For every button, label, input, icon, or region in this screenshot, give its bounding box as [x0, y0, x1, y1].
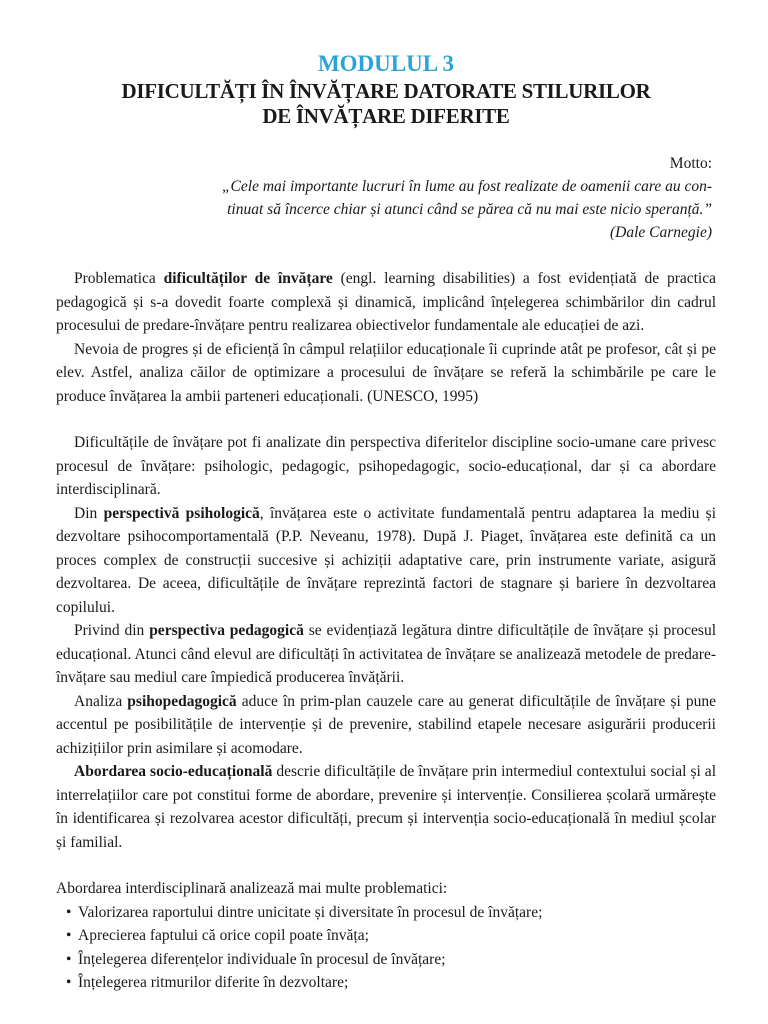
spacer	[56, 244, 716, 267]
motto-quote-line2: tinuat să încerce chiar și atunci când se părea că nu mai este nicio speranță.”	[227, 201, 712, 218]
p4-bold: perspectivă psihologică	[103, 504, 260, 522]
list-item: • Înțelegerea diferențelor individuale în procesul de învățare;	[66, 948, 716, 972]
p1-bold: dificultăților de învățare	[163, 270, 333, 287]
p5-text-c: se evidențiază legătura dintre dificultățile de învățare și procesul educațional. Atunci când elevul are dificultăți în activitatea de învățare se analizează metodele de predare-învățare sau mediul care împiedică producerea învățării.	[56, 622, 717, 686]
p6-bold: psihopedagogică	[127, 692, 237, 710]
module-title: MODULUL 3	[317, 51, 455, 76]
list-item: • Aprecierea faptului că orice copil poate învăța;	[66, 924, 716, 948]
list-item: • Valorizarea raportului dintre unicitate și diversitate în procesul de învățare;	[66, 901, 716, 925]
p4-text-c: , învățarea este o activitate fundamentală pentru adaptarea la mediu și dezvoltare psihocomportamentală (P.P. Neveanu, 1978). După J. Piaget, învățarea este definită ca un proces complex de construcții succesive și achiziții adaptative care, prin instrumente variate, asigură dezvoltarea. De aceea, dificultățile de învățare reprezintă factori de stagnare și bariere în dezvoltarea copilului.	[56, 504, 716, 616]
motto-label: Motto:	[669, 155, 712, 172]
paragraph-4	[56, 502, 716, 620]
motto-author: (Dale Carnegie)	[609, 224, 712, 241]
list-intro: Abordarea interdisciplinară analizează mai multe problematici:	[56, 880, 448, 897]
p4-text-a: Din	[74, 504, 104, 522]
paragraph-1	[56, 267, 716, 338]
chapter-title-line2: DE ÎNVĂȚARE DIFERITE	[262, 104, 510, 128]
document-page	[56, 50, 716, 995]
p5-bold: perspectiva pedagogică	[149, 622, 304, 639]
spacer	[56, 408, 716, 431]
list-item: • Înțelegerea ritmurilor diferite în dezvoltare;	[66, 971, 716, 995]
bullet-list	[56, 901, 716, 995]
paragraph-3: Dificultățile de învățare pot fi analizate din perspectiva diferitelor discipline socio-umane care privesc procesul de învățare: psihologic, pedagogic, psihopedagogic, socio-educațional, dar și ca abordare interdisciplinară.	[56, 434, 716, 498]
p6-text-a: Analiza	[74, 692, 128, 710]
paragraph-5	[56, 619, 716, 690]
p1-text-a: Problematica	[74, 270, 164, 287]
paragraph-2: Nevoia de progres și de eficiență în câmpul relațiilor educaționale îi cuprinde atât pe profesor, cât și pe elev. Astfel, analiza căilor de optimizare a procesului de învățare se referă la schimbările pe care le produce învățarea la ambii parteneri educaționali. (UNESCO, 1995)	[56, 340, 716, 405]
p6-text-c: aduce în prim-plan cauzele care au generat dificultățile de învățare și pune accentul pe posibilitățile de intervenție și de prevenire, stabilind etapele necesare asigurării producerii achizițiilor prin asimilare și acomodare.	[56, 692, 717, 757]
chapter-title	[56, 79, 716, 129]
motto-quote-line1: „Cele mai importante lucruri în lume au fost realizate de oamenii care au con-	[221, 178, 712, 195]
chapter-title-line1: DIFICULTĂȚI ÎN ÎNVĂȚARE DATORATE STILURILOR	[121, 79, 651, 103]
p7-bold: Abordarea socio-educațională	[74, 763, 273, 780]
spacer	[56, 854, 716, 877]
p1-text-c: (engl. learning disabilities) a fost evidențiată de practica pedagogică și s-a dovedit foarte complexă și dinamică, implicând înțelegerea schimbărilor din cadrul procesului de predare-învățare pentru realizarea obiectivelor fundamentale ale educației de azi.	[56, 270, 716, 334]
p7-text-b: descrie dificultățile de învățare prin intermediul contextului social și al interrelațiilor care pot constitui forme de abordare, prevenire și intervenție. Consilierea școlară urmărește în identificarea și rezolvarea acestor dificultăți, precum și intervenția socio-educațională în mediul școlar și familial.	[56, 763, 716, 851]
paragraph-6	[56, 690, 716, 761]
motto	[56, 152, 712, 244]
paragraph-7	[56, 760, 716, 854]
p5-text-a: Privind din	[74, 622, 150, 639]
